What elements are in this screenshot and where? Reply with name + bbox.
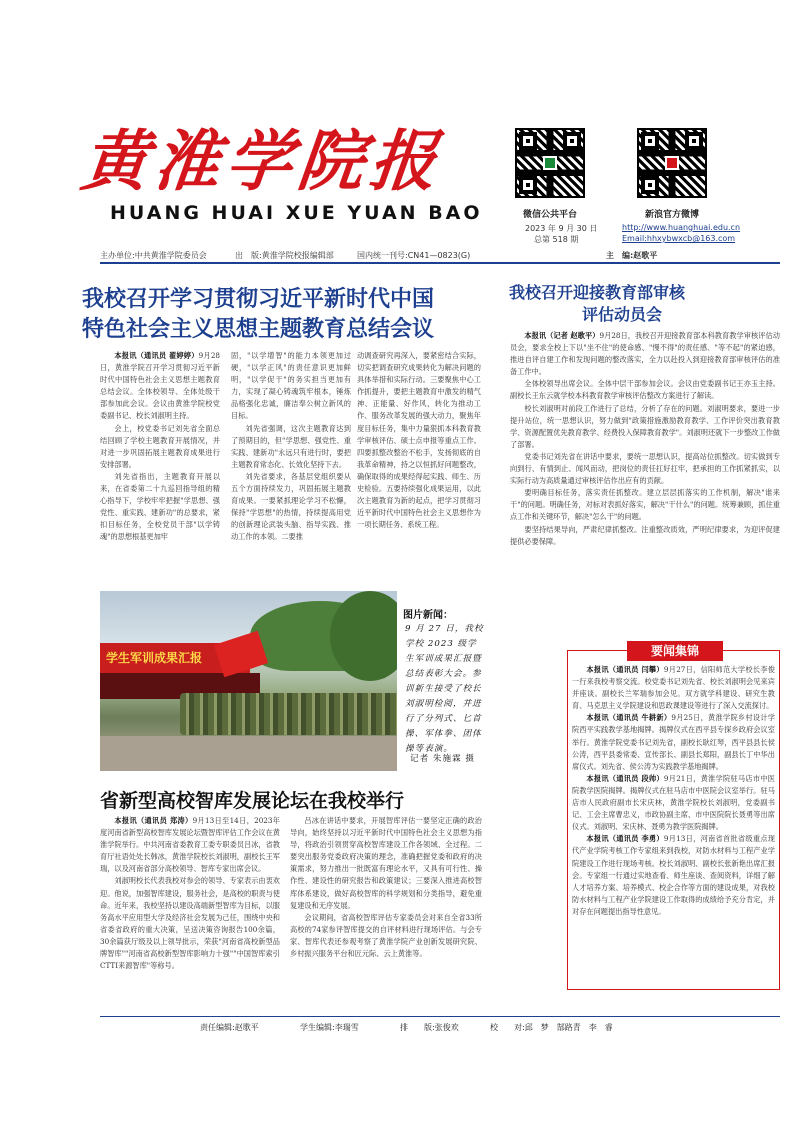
article1-headline-line2[interactable]: 特色社会主义思想主题教育总结会议 — [82, 317, 435, 342]
brief-text: 9月13日，河南省首批省级重点现代产业学院考核工作专家组来到我校，对防水材料与工程产业学院建设工作进行现场考核。校长刘淑明、副校长张新艳出席汇报会。专家组一行通过实地查看、师生座谈、查阅资料，详细了解人才培养方案、培养模式、校企合作等方面的建设成果，对我校防水材料与工程产业学院建设工作取得的成绩给予充分肯定，并对存在问题提出指导性意见。 — [572, 834, 775, 916]
military-training-photo[interactable] — [100, 591, 397, 771]
article1-col1c-text: 刘先省指出，主题教育开展以来，在省委第二十九巡回指导组的精心指导下，学校牢牢把握"学思想、强党性、重实践、建新功"的总要求，紧扣目标任务，全校党员干部"以学铸魂"的思想根基更加牢 — [100, 471, 220, 542]
brief-lead: 本报讯（通讯员 李勇） — [586, 834, 664, 844]
issue-number: 总第 518 期 — [534, 235, 579, 244]
photo-flag — [214, 631, 268, 678]
list-item[interactable] — [572, 712, 775, 772]
website-link[interactable]: http://www.huanghuai.edu.cn — [622, 223, 741, 232]
brief-lead: 本报讯（通讯员 段帅） — [586, 773, 664, 783]
article3-column-2 — [290, 815, 482, 1015]
issue-date: 2023 年 9 月 30 日 — [525, 224, 598, 233]
wechat-qr-code-icon[interactable] — [515, 128, 585, 198]
list-item[interactable] — [572, 773, 775, 833]
publisher-line: 出 版:黄淮学院校报编辑部 — [235, 251, 334, 260]
news-briefs-tag: 要闻集锦 — [627, 641, 723, 661]
article3-col1-text: 9月13日至14日，2023年度河南省新型高校智库发展论坛暨智库评估工作会议在黄淮学院举行。中共河南省委教育工委专职委员吕冰，省教育厅社语处处长韩冰，黄淮学院校长刘淑明，副校长王军瑞，以及河南省部分高校领导、智库专家出席会议。 — [100, 816, 280, 874]
footer-student-editor: 学生编辑:李瑞雪 — [300, 1023, 359, 1032]
chief-editor: 主 编:赵歌平 — [606, 251, 658, 260]
article2-p1: 9月28日，我校召开迎接教育部本科教育教学审核评估动员会，要求全校上下以"坐不住"的使命感、"慢不得"的责任感、"等不起"的紧迫感，推进自评自建工作和发现问题的整改落实，全力以赴投入到迎接教育部审核评估的准备工作中。 — [510, 331, 780, 377]
article1-column-1 — [100, 350, 220, 585]
article3-col2b-text: 会议期间，省高校智库评估专家委员会对来自全省33所高校的74家参评智库提交的自评材料进行现场评估。与会专家、智库代表还参观考察了黄淮学院产业创新发展研究院、乡村振兴服务平台和匠元际、云上黄淮等。 — [290, 912, 482, 959]
article1-col1b-text: 会上，校党委书记刘先省全面总结回顾了学校主题教育开展情况，并对进一步巩固拓展主题教育成果进行安排部署。 — [100, 423, 220, 469]
article3-column-1 — [100, 815, 280, 1015]
wechat-label: 微信公共平台 — [522, 210, 577, 220]
newspaper-logo-cn: 黄淮学院报 — [77, 122, 447, 200]
footer-layout: 排 版:张俊欢 — [400, 1023, 459, 1032]
article1-col2-text: 固，"以学增智"的能力本领更加过硬，"以学正风"的责任意识更加鲜明，"以学促干"的务实担当更加有力，实现了凝心铸魂筑牢根本，锤炼品格强化忠诚，廉洁奉公树立新风的目标。 — [231, 351, 351, 421]
list-item[interactable] — [572, 833, 775, 918]
article1-headline-line1[interactable]: 我校召开学习贯彻习近平新时代中国 — [82, 287, 435, 312]
photo-news-label: 图片新闻： — [403, 610, 453, 621]
article1-col1-text: 9月28日，黄淮学院召开学习贯彻习近平新时代中国特色社会主义思想主题教育总结会议。全体校领导、全体处级干部参加此会议。会议由黄淮学院校党委副书记、校长刘淑明主持。 — [100, 351, 220, 421]
weibo-qr-code-icon[interactable] — [637, 128, 707, 198]
serial-number: 国内统一刊号:CN41—0823(G) — [357, 251, 471, 260]
news-briefs-list — [572, 664, 775, 986]
footer-divider — [100, 1016, 780, 1017]
article1-col2b-text: 刘先省强调，这次主题教育达到了预期目的，但"学思想、强党性、重实践、建新功"永远只有进行时，要把主题教育常态化、长效化坚持下去。 — [231, 423, 351, 469]
article3-lead: 本报讯（通讯员 郑涛） — [114, 816, 193, 825]
photo-credit: 记者 朱施霖 摄 — [410, 754, 476, 764]
article2-p2: 全体校领导出席会议。全体中层干部参加会议。会议由党委副书记王亦玉主持。副校长王东云就学校本科教育教学审核评估整改方案进行了解读。 — [510, 379, 780, 401]
article2-p4: 党委书记刘先省在讲话中要求，要统一思想认识，提高站位抓整改。切实做到专向到行、有情到止、闻风而动，把岗位的责任扛好扛牢，把承担的工作抓紧抓实，以实际行动为高质量通过审核评估作出应有的贡献。 — [510, 451, 780, 486]
photo-troops — [180, 693, 397, 735]
article2-lead: 本报讯（记者 赵歌平） — [524, 331, 600, 340]
article2-p6: 要坚持结果导向，严肃纪律抓整改。注重整改质效，严明纪律要求，为迎评促建提供必要保障。 — [510, 524, 780, 546]
article3-headline[interactable]: 省新型高校智库发展论坛在我校举行 — [100, 790, 405, 812]
brief-text: 9月27日，信阳师范大学校长李俊一行来我校考察交流。校党委书记刘先省、校长刘淑明会见来宾并座谈。副校长兰军瑞参加会见。双方就学科建设、研究生教育、马克思主义学院建设和思政课建设等进行了深入交流探讨。 — [572, 665, 775, 711]
article2-p3: 校长刘淑明对前段工作进行了总结，分析了存在的问题。刘淑明要求，要进一步提升站位，统一思想认识，努力做到"政策措施激励教育教学、工作评价突出教育教学、资源配置优先教育教学、经费投入保障教育教学"。刘淑明还就下一步整改工作做了部署。 — [510, 403, 780, 449]
article1-col3-text: 动调查研究再深入，要紧密结合实际，切实把调查研究成果转化为解决问题的具体举措和实际行动。三要聚焦中心工作抓提升，要把主题教育中激发的精气神、正能量、好作风，转化为推动工作、服务改革发展的强大动力，聚焦年度目标任务，集中力量狠抓本科教育教学审核评估、硕士点申报等重点工作。四要抓整改整治不松手，发扬彻底的自我革命精神，持之以恒抓好问题整改，确保取得的成果经得起实践、师生、历史检验。五要持续强化成果运用，以此次主题教育为新的起点，把学习贯彻习近平新时代中国特色社会主义思想作为一项长期任务、系统工程。 — [357, 351, 481, 530]
photo-ground — [100, 736, 397, 771]
newspaper-logo-en: HUANG HUAI XUE YUAN BAO — [110, 202, 483, 224]
brief-lead: 本报讯（通讯员 牛耕新） — [586, 713, 672, 723]
article2-headline-line2[interactable]: 评估动员会 — [582, 305, 663, 324]
article2-headline-line1[interactable]: 我校召开迎接教育部审核 — [509, 283, 686, 302]
email-link[interactable]: Email:hhxybwxcb@163.com — [622, 234, 736, 243]
footer-duty-editor: 责任编辑:赵歌平 — [200, 1023, 259, 1032]
article1-lead: 本报讯（通讯员 翟婷婷） — [114, 351, 199, 360]
article2-p5: 要明确目标任务，落实责任抓整改。建立层层抓落实的工作机制，解决"谁来干"的问题。明确任务，对标对表抓好落实，解决"干什么"的问题。统筹兼顾，抓住重点工作和关键环节，解决"怎么干"的问题。 — [510, 488, 780, 522]
article3-col1b-text: 刘淑明校长代表我校对参会的领导、专家表示由衷欢迎。他说，加强智库建设，服务社会，是高校的职责与使命。近年来，我校坚持以建设高端新型智库为目标，以服务高水平应用型大学及经济社会发展为己任，围绕中央和省委省政府的重大决策，呈送决策咨询报告100余篇，30余篇获厅级及以上领导批示，荣获"河南省高校新型品牌智库""河南省高校新型智库影响力十强""中国智库索引CTTI来源智库"等称号。 — [100, 876, 280, 971]
article1-col2c-text: 刘先省要求，各基层党组织要从五个方面持续发力，巩固拓展主题教育成果。一要紧抓理论学习不松懈，保持"学思想"的热情，持续提高用党的创新理论武装头脑、指导实践、推动工作的本领。二要推 — [231, 471, 351, 542]
photo-caption: 9 月 27 日，我校学校 2023 级学生军训成果汇报暨总结表彰大会。参训新生接受了校长刘淑明检阅，并进行了分列式、匕首操、军体拳、团体操等表演。 — [405, 624, 484, 754]
footer-proofreader: 校 对:邱 梦 郜路青 李 睿 — [490, 1023, 613, 1032]
sponsor-line: 主办单位:中共黄淮学院委员会 — [100, 251, 207, 260]
weibo-label: 新浪官方微博 — [644, 210, 699, 220]
photo-banner-text: 学生军训成果汇报 — [100, 643, 250, 673]
brief-text: 9月25日，黄淮学院乡村设计学院西平实践教学基地揭牌。揭牌仪式在西平县专探乡政府会议室举行。黄淮学院党委书记刘先省，副校长耿红琴，西平县县长侯公涛，西平县委常委、宣传部长、副县长郑阳，副县长丁中华出席仪式。刘先省、侯公涛为实践教学基地揭牌。 — [572, 713, 775, 771]
article2-body — [510, 330, 780, 638]
article1-column-2 — [231, 350, 351, 585]
brief-text: 9月21日，黄淮学院驻马店市中医院教学医院揭牌。揭牌仪式在驻马店市中医院会议室举行。驻马店市人民政府副市长宋庆林，黄淮学院校长刘淑明，党委副书记、工会主席曹忠义，市政协副主席、市中医院院长聂勇等出席仪式。刘淑明、宋庆林、聂勇为教学医院揭牌。 — [572, 773, 775, 832]
brief-lead: 本报讯（通讯员 闫攀） — [586, 665, 664, 674]
article1-column-3 — [357, 350, 481, 585]
masthead-divider — [100, 262, 780, 264]
list-item[interactable] — [572, 664, 775, 712]
article3-col2-text: 吕冰在讲话中要求，开展智库评估一要坚定正确的政治导向，始终坚持以习近平新时代中国特色社会主义思想为指导，将政治引领贯穿高校智库建设工作各领域、全过程。二要突出服务党委政府决策的理念，准确把握党委和政府的决策需求，努力推出一批既富有理论水平，又具有可行性、操作性、建设性的研究报告和政策建议；三要深入推进高校智库体系建设，做好高校智库的科学规划和分类指导，避免重复建设和无序发展。 — [290, 816, 482, 910]
